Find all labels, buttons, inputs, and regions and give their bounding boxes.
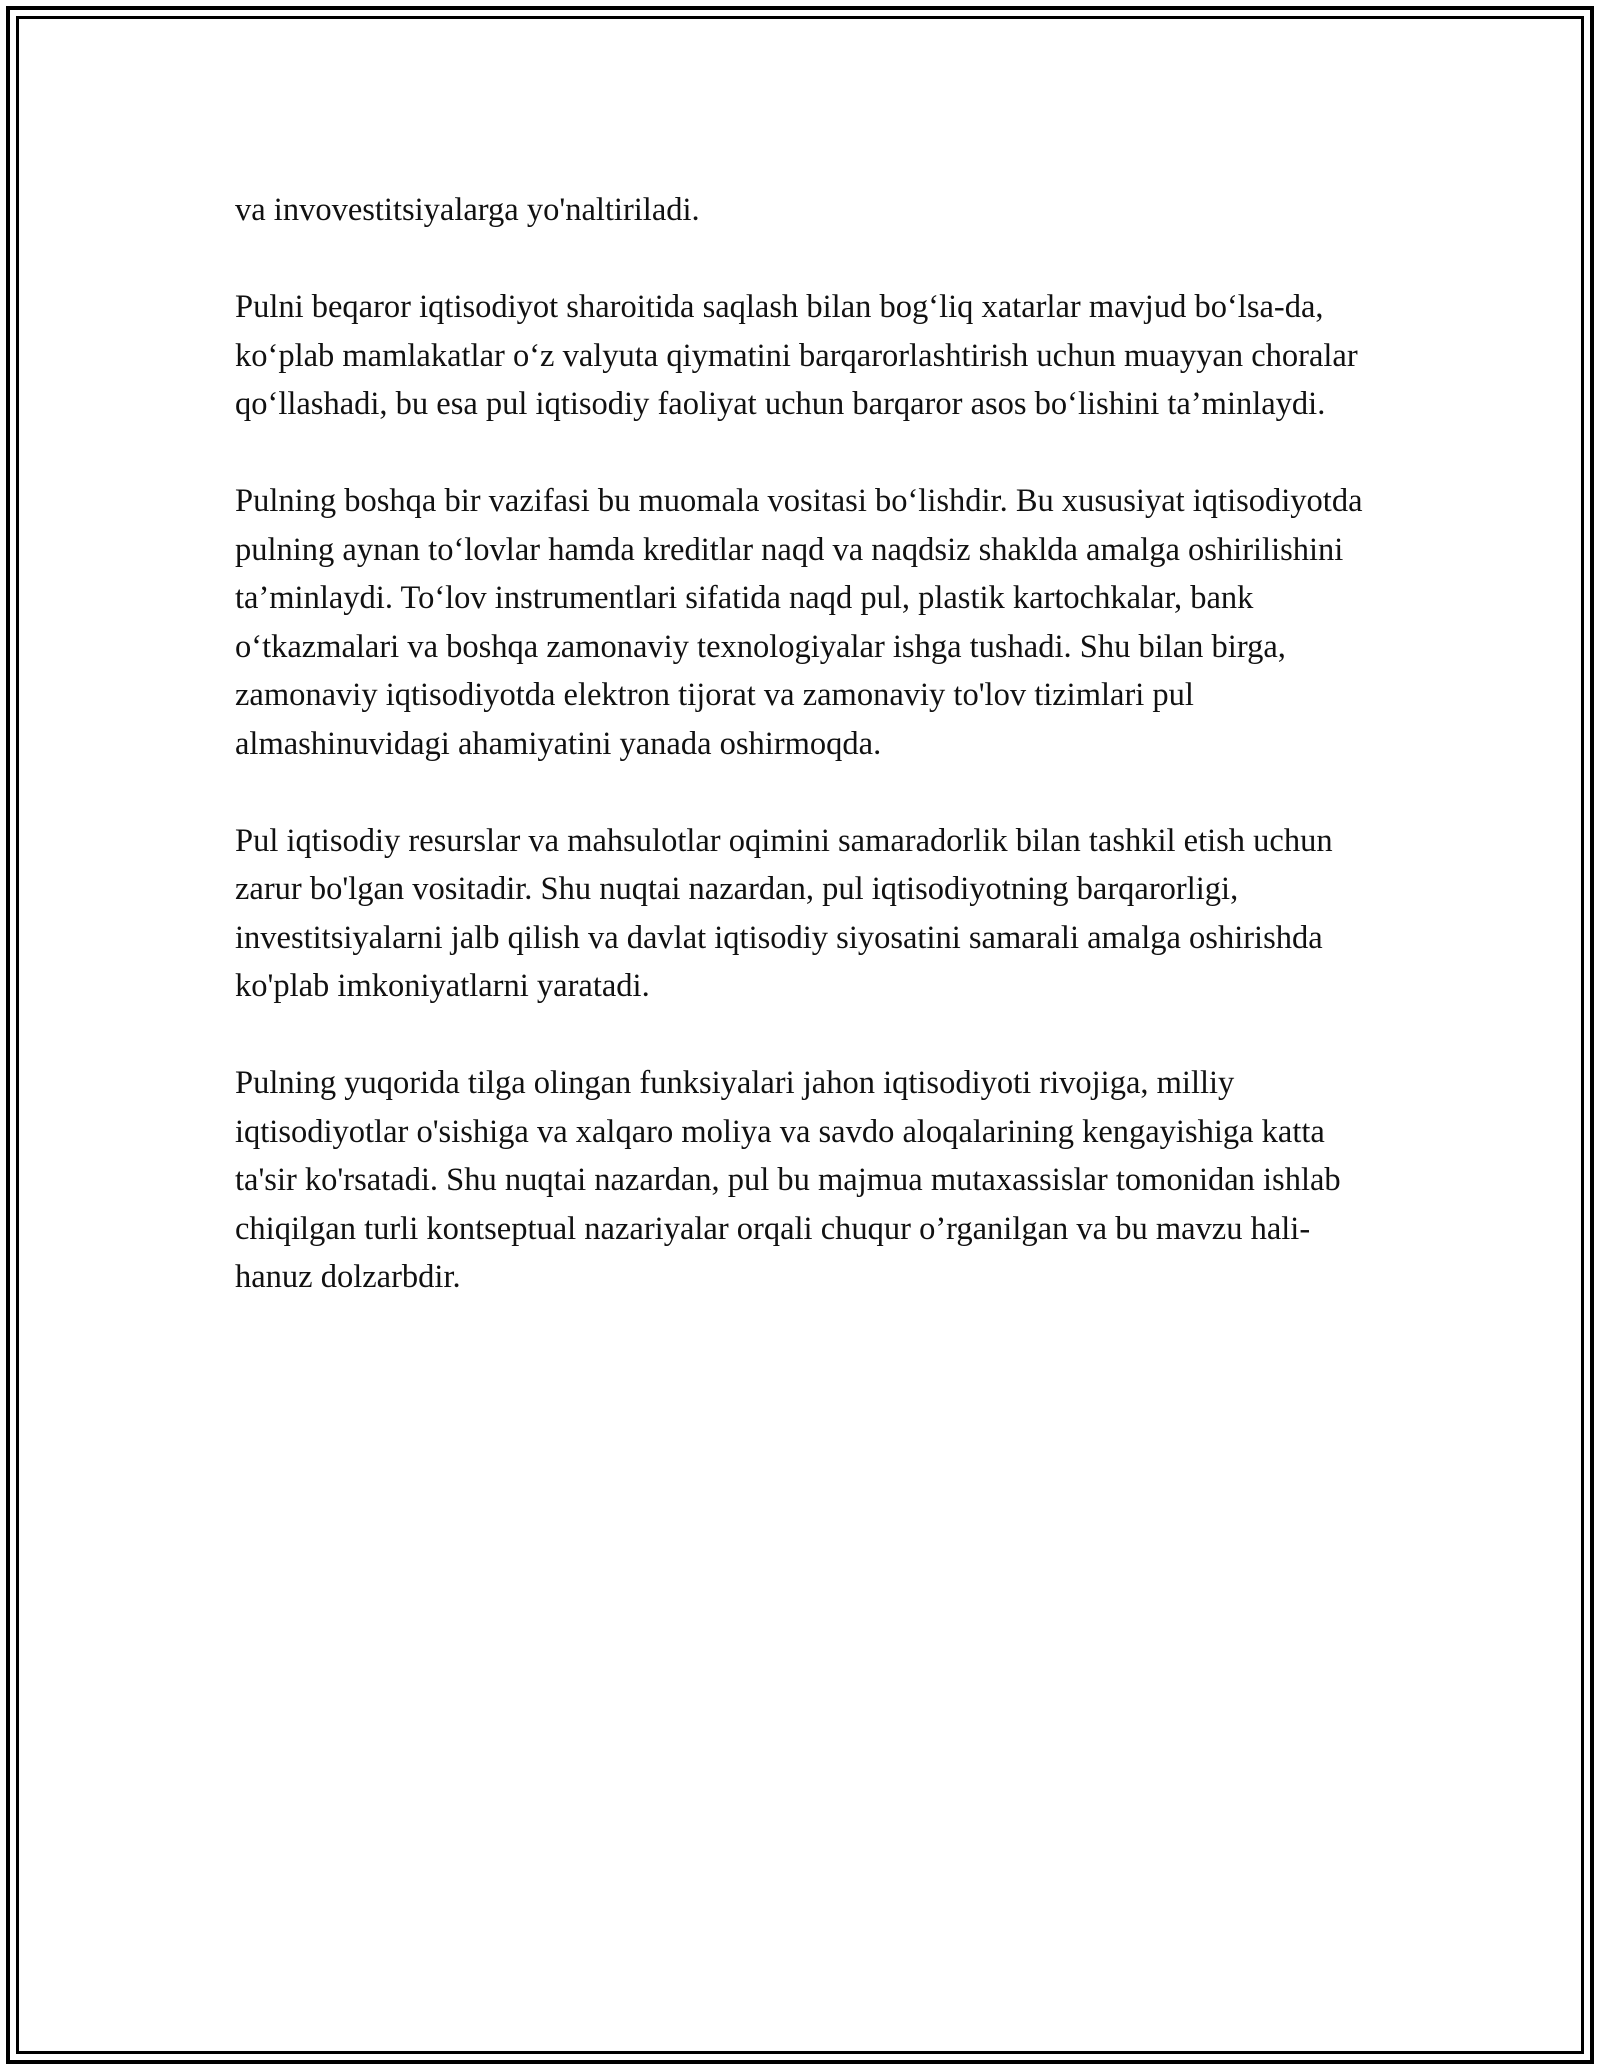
paragraph-2: Pulni beqaror iqtisodiyot sharoitida saqlash bilan bog‘liq xatarlar mavjud bo‘lsa-da, ko‘plab mamlakatlar o‘z valyuta qiymatini barqarorlashtirish uchun muayyan choralar qo‘llashadi, bu esa pul iqtisodiy faoliyat uchun barqaror asos bo‘lishini ta’minlaydi. [235,289,1358,422]
paragraph-1: va invovestitsiyalarga yo'naltiriladi. [235,192,700,228]
document-body [235,186,1385,1350]
paragraph-4: Pul iqtisodiy resurslar va mahsulotlar oqimini samaradorlik bilan tashkil etish uchun zarur bo'lgan vositadir. Shu nuqtai nazardan, pul iqtisodiyotning barqarorligi, investitsiyalarni jalb qilish va davlat iqtisodiy siyosatini samarali amalga oshirishda ko'plab imkoniyatlarni yaratadi. [235,822,1333,1004]
paragraph-3: Pulning boshqa bir vazifasi bu muomala vositasi bo‘lishdir. Bu xususiyat iqtisodiyotda pulning aynan to‘lovlar hamda kreditlar naqd va naqdsiz shaklda amalga oshirilishini ta’minlaydi. To‘lov instrumentlari sifatida naqd pul, plastik kartochkalar, bank o‘tkazmalari va boshqa zamonaviy texnologiyalar ishga tushadi. Shu bilan birga, zamonaviy iqtisodiyotda elektron tijorat va zamonaviy to'lov tizimlari pul almashinuvidagi ahamiyatini yanada oshirmoqda. [235,483,1363,762]
paragraph-5: Pulning yuqorida tilga olingan funksiyalari jahon iqtisodiyoti rivojiga, milliy iqtisodiyotlar o'sishiga va xalqaro moliya va savdo aloqalarining kengayishiga katta ta'sir ko'rsatadi. Shu nuqtai nazardan, pul bu majmua mutaxassislar tomonidan ishlab chiqilgan turli kontseptual nazariyalar orqali chuqur o’rganilgan va bu mavzu hali-hanuz dolzarbdir. [235,1065,1341,1295]
